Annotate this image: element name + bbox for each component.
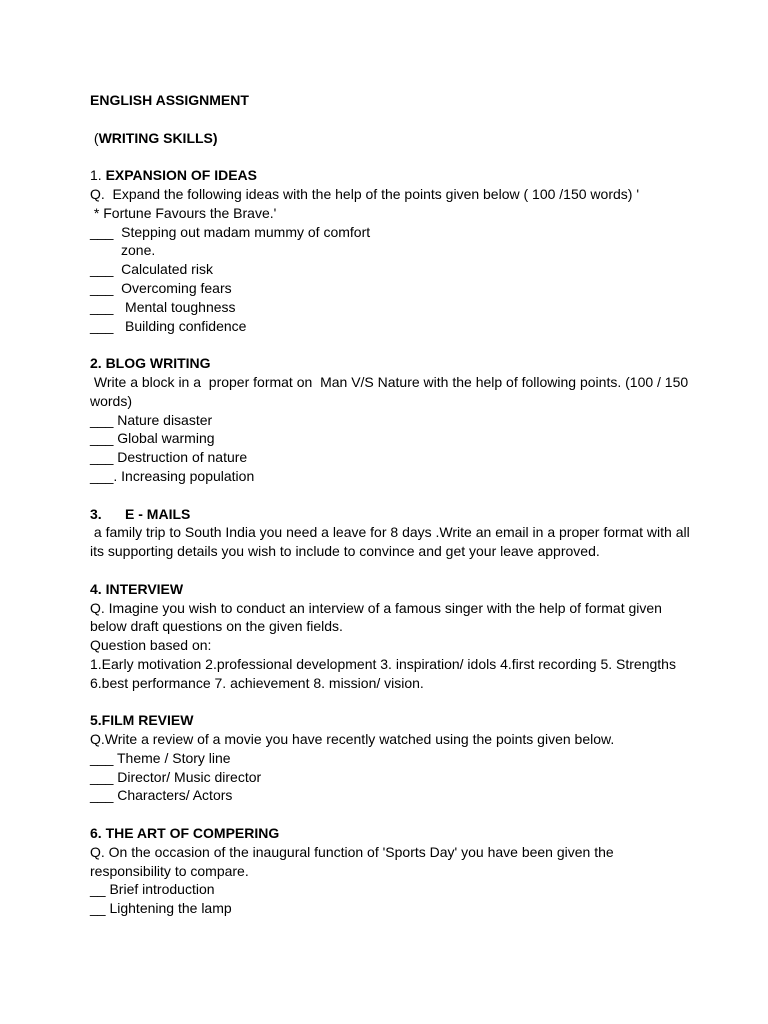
section-4-fields: 1.Early motivation 2.professional development 3. inspiration/ idols 4.first recording 5. Strengths 6.best performance 7. achievement 8. mission/ vision. (90, 655, 680, 691)
subtitle-prefix: ( (90, 129, 99, 146)
section-4-question: Q. Imagine you wish to conduct an interview of a famous singer with the help of format given below draft questions on the given fields. (90, 599, 666, 635)
section-5-question: Q.Write a review of a movie you have recently watched using the points given below. (90, 731, 615, 748)
section-5-heading: 5.FILM REVIEW (90, 712, 194, 729)
section-3-heading: 3. E - MAILS (90, 505, 191, 522)
section-4-heading: 4. INTERVIEW (90, 580, 184, 597)
section-6-question: Q. On the occasion of the inaugural function of 'Sports Day' you have been given the responsibility to compare. (90, 843, 618, 879)
section-1-point: ___ Stepping out madam mummy of comfort (90, 223, 371, 240)
section-5-point: ___ Director/ Music director (90, 768, 262, 785)
section-2-point: ___. Increasing population (90, 467, 255, 484)
section-2-point: ___ Global warming (90, 430, 215, 447)
section-6-point: __ Brief introduction (90, 881, 215, 898)
document-subtitle (90, 129, 690, 148)
section-2-heading: 2. BLOG WRITING (90, 355, 211, 372)
section-1-question: Q. Expand the following ideas with the help of the points given below ( 100 /150 words) ' (90, 185, 640, 202)
section-5-point: ___ Characters/ Actors (90, 787, 233, 804)
section-5-point: ___ Theme / Story line (90, 749, 231, 766)
section-1-point: ___ Calculated risk (90, 261, 213, 278)
section-1-heading (90, 166, 690, 185)
subtitle-text: WRITING SKILLS) (98, 129, 218, 146)
section-1-number: 1. (90, 167, 106, 184)
section-1-point: ___ Building confidence (90, 317, 247, 334)
section-2-point: ___ Nature disaster (90, 411, 213, 428)
document-title: ENGLISH ASSIGNMENT (90, 92, 249, 108)
section-3-question: a family trip to South India you need a leave for 8 days .Write an email in a proper format with all its supporting details you wish to include to convince and get your leave approved. (90, 524, 694, 560)
section-1-point: ___ Overcoming fears (90, 279, 232, 296)
section-1-heading-text: EXPANSION OF IDEAS (105, 167, 258, 184)
section-2-point: ___ Destruction of nature (90, 449, 248, 466)
section-1-quote: * Fortune Favours the Brave.' (90, 204, 277, 221)
section-4-based-on: Question based on: (90, 637, 212, 654)
section-1-point: zone. (121, 242, 156, 259)
section-1-point: ___ Mental toughness (90, 298, 236, 315)
section-6-heading: 6. THE ART OF COMPERING (90, 825, 280, 842)
section-2-question: Write a block in a proper format on Man V/S Nature with the help of following points. (100 / 150 words) (90, 373, 693, 409)
document-page (90, 91, 694, 918)
section-6-point: __ Lightening the lamp (90, 900, 232, 917)
